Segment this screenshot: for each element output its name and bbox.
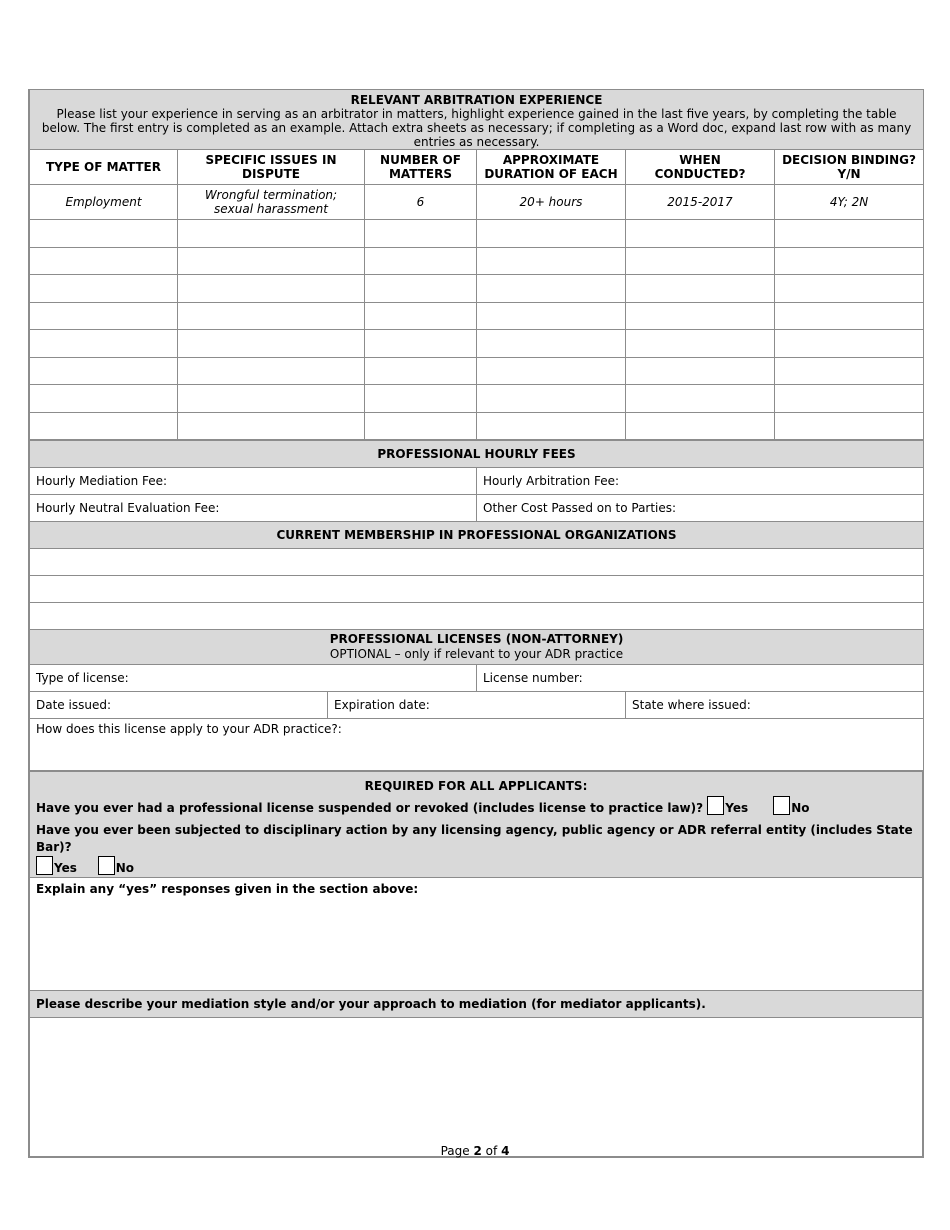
example-when: 2015-2017 [626, 185, 775, 220]
table-cell[interactable] [477, 220, 626, 248]
other-cost-field[interactable]: Other Cost Passed on to Parties: [477, 495, 924, 522]
table-cell[interactable] [178, 357, 365, 385]
table-cell[interactable] [178, 385, 365, 413]
arbitration-intro: Please list your experience in serving as an arbitrator in matters, highlight experience gained in the last five years, by completing the table below. The first entry is completed as an example. Attach extra sheets as necessary; if completing as a Word doc, expand last row with as many entries as necessary. [41, 107, 912, 149]
table-cell[interactable] [477, 275, 626, 303]
table-cell[interactable] [178, 220, 365, 248]
table-cell[interactable] [365, 302, 477, 330]
example-type: Employment [30, 185, 178, 220]
table-cell[interactable] [178, 275, 365, 303]
fees-license-table [29, 440, 924, 771]
q2-no-label: No [115, 861, 135, 875]
membership-title: CURRENT MEMBERSHIP IN PROFESSIONAL ORGANIZATIONS [30, 522, 924, 549]
table-row [30, 385, 924, 413]
hourly-neutral-fee-field[interactable]: Hourly Neutral Evaluation Fee: [30, 495, 477, 522]
arbitration-title: RELEVANT ARBITRATION EXPERIENCE [350, 93, 603, 107]
licenses-header [30, 630, 924, 665]
required-table [29, 771, 923, 1157]
license-type-field[interactable]: Type of license: [30, 665, 477, 692]
table-cell[interactable] [775, 247, 924, 275]
table-row [30, 412, 924, 440]
table-cell[interactable] [626, 385, 775, 413]
q1-no-label: No [791, 801, 810, 815]
table-cell[interactable] [365, 385, 477, 413]
col-when-conducted: WHEN CONDUCTED? [626, 150, 775, 185]
table-cell[interactable] [775, 357, 924, 385]
license-apply-field[interactable]: How does this license apply to your ADR practice?: [30, 719, 924, 771]
date-issued-field[interactable]: Date issued: [30, 692, 328, 719]
table-cell[interactable] [178, 330, 365, 358]
example-binding: 4Y; 2N [775, 185, 924, 220]
state-issued-field[interactable]: State where issued: [626, 692, 924, 719]
question-1-text: Have you ever had a professional license suspended or revoked (includes license to practice law)? [36, 801, 704, 815]
page-total: 4 [501, 1144, 510, 1158]
example-duration: 20+ hours [477, 185, 626, 220]
table-cell[interactable] [178, 247, 365, 275]
q2-yes-checkbox[interactable] [36, 856, 53, 875]
expiration-date-field[interactable]: Expiration date: [328, 692, 626, 719]
table-cell[interactable] [477, 330, 626, 358]
table-cell[interactable] [178, 302, 365, 330]
col-number-of-matters: NUMBER OF MATTERS [365, 150, 477, 185]
table-cell[interactable] [626, 302, 775, 330]
q2-yes-label: Yes [54, 861, 77, 875]
example-number: 6 [365, 185, 477, 220]
table-cell[interactable] [365, 220, 477, 248]
arbitration-header [30, 90, 924, 150]
table-cell[interactable] [775, 302, 924, 330]
arbitration-table [29, 90, 924, 440]
licenses-subtitle: OPTIONAL – only if relevant to your ADR practice [329, 647, 624, 661]
membership-entry[interactable] [30, 576, 924, 603]
table-cell[interactable] [30, 330, 178, 358]
table-cell[interactable] [30, 357, 178, 385]
question-1 [36, 796, 916, 818]
required-section [30, 772, 923, 878]
of-label: of [485, 1144, 498, 1158]
table-cell[interactable] [30, 302, 178, 330]
table-cell[interactable] [626, 247, 775, 275]
table-cell[interactable] [626, 412, 775, 440]
col-type-of-matter: TYPE OF MATTER [30, 150, 178, 185]
table-cell[interactable] [775, 220, 924, 248]
table-row [30, 330, 924, 358]
membership-entry[interactable] [30, 603, 924, 630]
table-cell[interactable] [30, 220, 178, 248]
table-cell[interactable] [626, 330, 775, 358]
col-decision-binding: DECISION BINDING? Y/N [775, 150, 924, 185]
table-cell[interactable] [477, 302, 626, 330]
example-row [30, 185, 924, 220]
table-cell[interactable] [626, 275, 775, 303]
mediation-style-field[interactable] [30, 1018, 923, 1157]
table-cell[interactable] [365, 330, 477, 358]
hourly-mediation-fee-field[interactable]: Hourly Mediation Fee: [30, 468, 477, 495]
table-cell[interactable] [365, 357, 477, 385]
table-cell[interactable] [365, 275, 477, 303]
example-issues: Wrongful termination; sexual harassment [178, 185, 365, 220]
table-cell[interactable] [775, 275, 924, 303]
table-cell[interactable] [178, 412, 365, 440]
table-row [30, 275, 924, 303]
table-cell[interactable] [30, 385, 178, 413]
table-cell[interactable] [30, 247, 178, 275]
mediation-style-prompt: Please describe your mediation style and/or your approach to mediation (for mediator applicants). [30, 991, 923, 1018]
q2-no-checkbox[interactable] [98, 856, 115, 875]
table-row [30, 302, 924, 330]
table-cell[interactable] [30, 412, 178, 440]
membership-entry[interactable] [30, 549, 924, 576]
hourly-arbitration-fee-field[interactable]: Hourly Arbitration Fee: [477, 468, 924, 495]
table-cell[interactable] [626, 357, 775, 385]
table-row [30, 357, 924, 385]
table-cell[interactable] [775, 412, 924, 440]
table-cell[interactable] [30, 275, 178, 303]
q1-no-checkbox[interactable] [773, 796, 790, 815]
col-specific-issues: SPECIFIC ISSUES IN DISPUTE [178, 150, 365, 185]
application-form [28, 89, 924, 1158]
col-approx-duration: APPROXIMATE DURATION OF EACH [477, 150, 626, 185]
fees-title: PROFESSIONAL HOURLY FEES [30, 441, 924, 468]
table-cell[interactable] [477, 385, 626, 413]
table-row [30, 220, 924, 248]
table-cell[interactable] [626, 220, 775, 248]
page-footer [0, 1144, 950, 1158]
table-cell[interactable] [365, 247, 477, 275]
table-cell[interactable] [477, 357, 626, 385]
question-2 [36, 822, 916, 877]
required-title: REQUIRED FOR ALL APPLICANTS: [364, 779, 588, 793]
licenses-title: PROFESSIONAL LICENSES (NON-ATTORNEY) [329, 632, 624, 646]
explain-yes-field[interactable]: Explain any “yes” responses given in the section above: [30, 878, 923, 991]
table-cell[interactable] [477, 247, 626, 275]
page-number: 2 [473, 1144, 482, 1158]
q1-yes-label: Yes [725, 801, 749, 815]
table-cell[interactable] [775, 330, 924, 358]
table-cell[interactable] [775, 385, 924, 413]
table-cell[interactable] [477, 412, 626, 440]
q1-yes-checkbox[interactable] [707, 796, 724, 815]
license-number-field[interactable]: License number: [477, 665, 924, 692]
table-row [30, 247, 924, 275]
question-2-text: Have you ever been subjected to disciplinary action by any licensing agency, public agency or ADR referral entity (includes State Bar)? [36, 823, 913, 854]
page-label: Page [440, 1144, 470, 1158]
table-cell[interactable] [365, 412, 477, 440]
